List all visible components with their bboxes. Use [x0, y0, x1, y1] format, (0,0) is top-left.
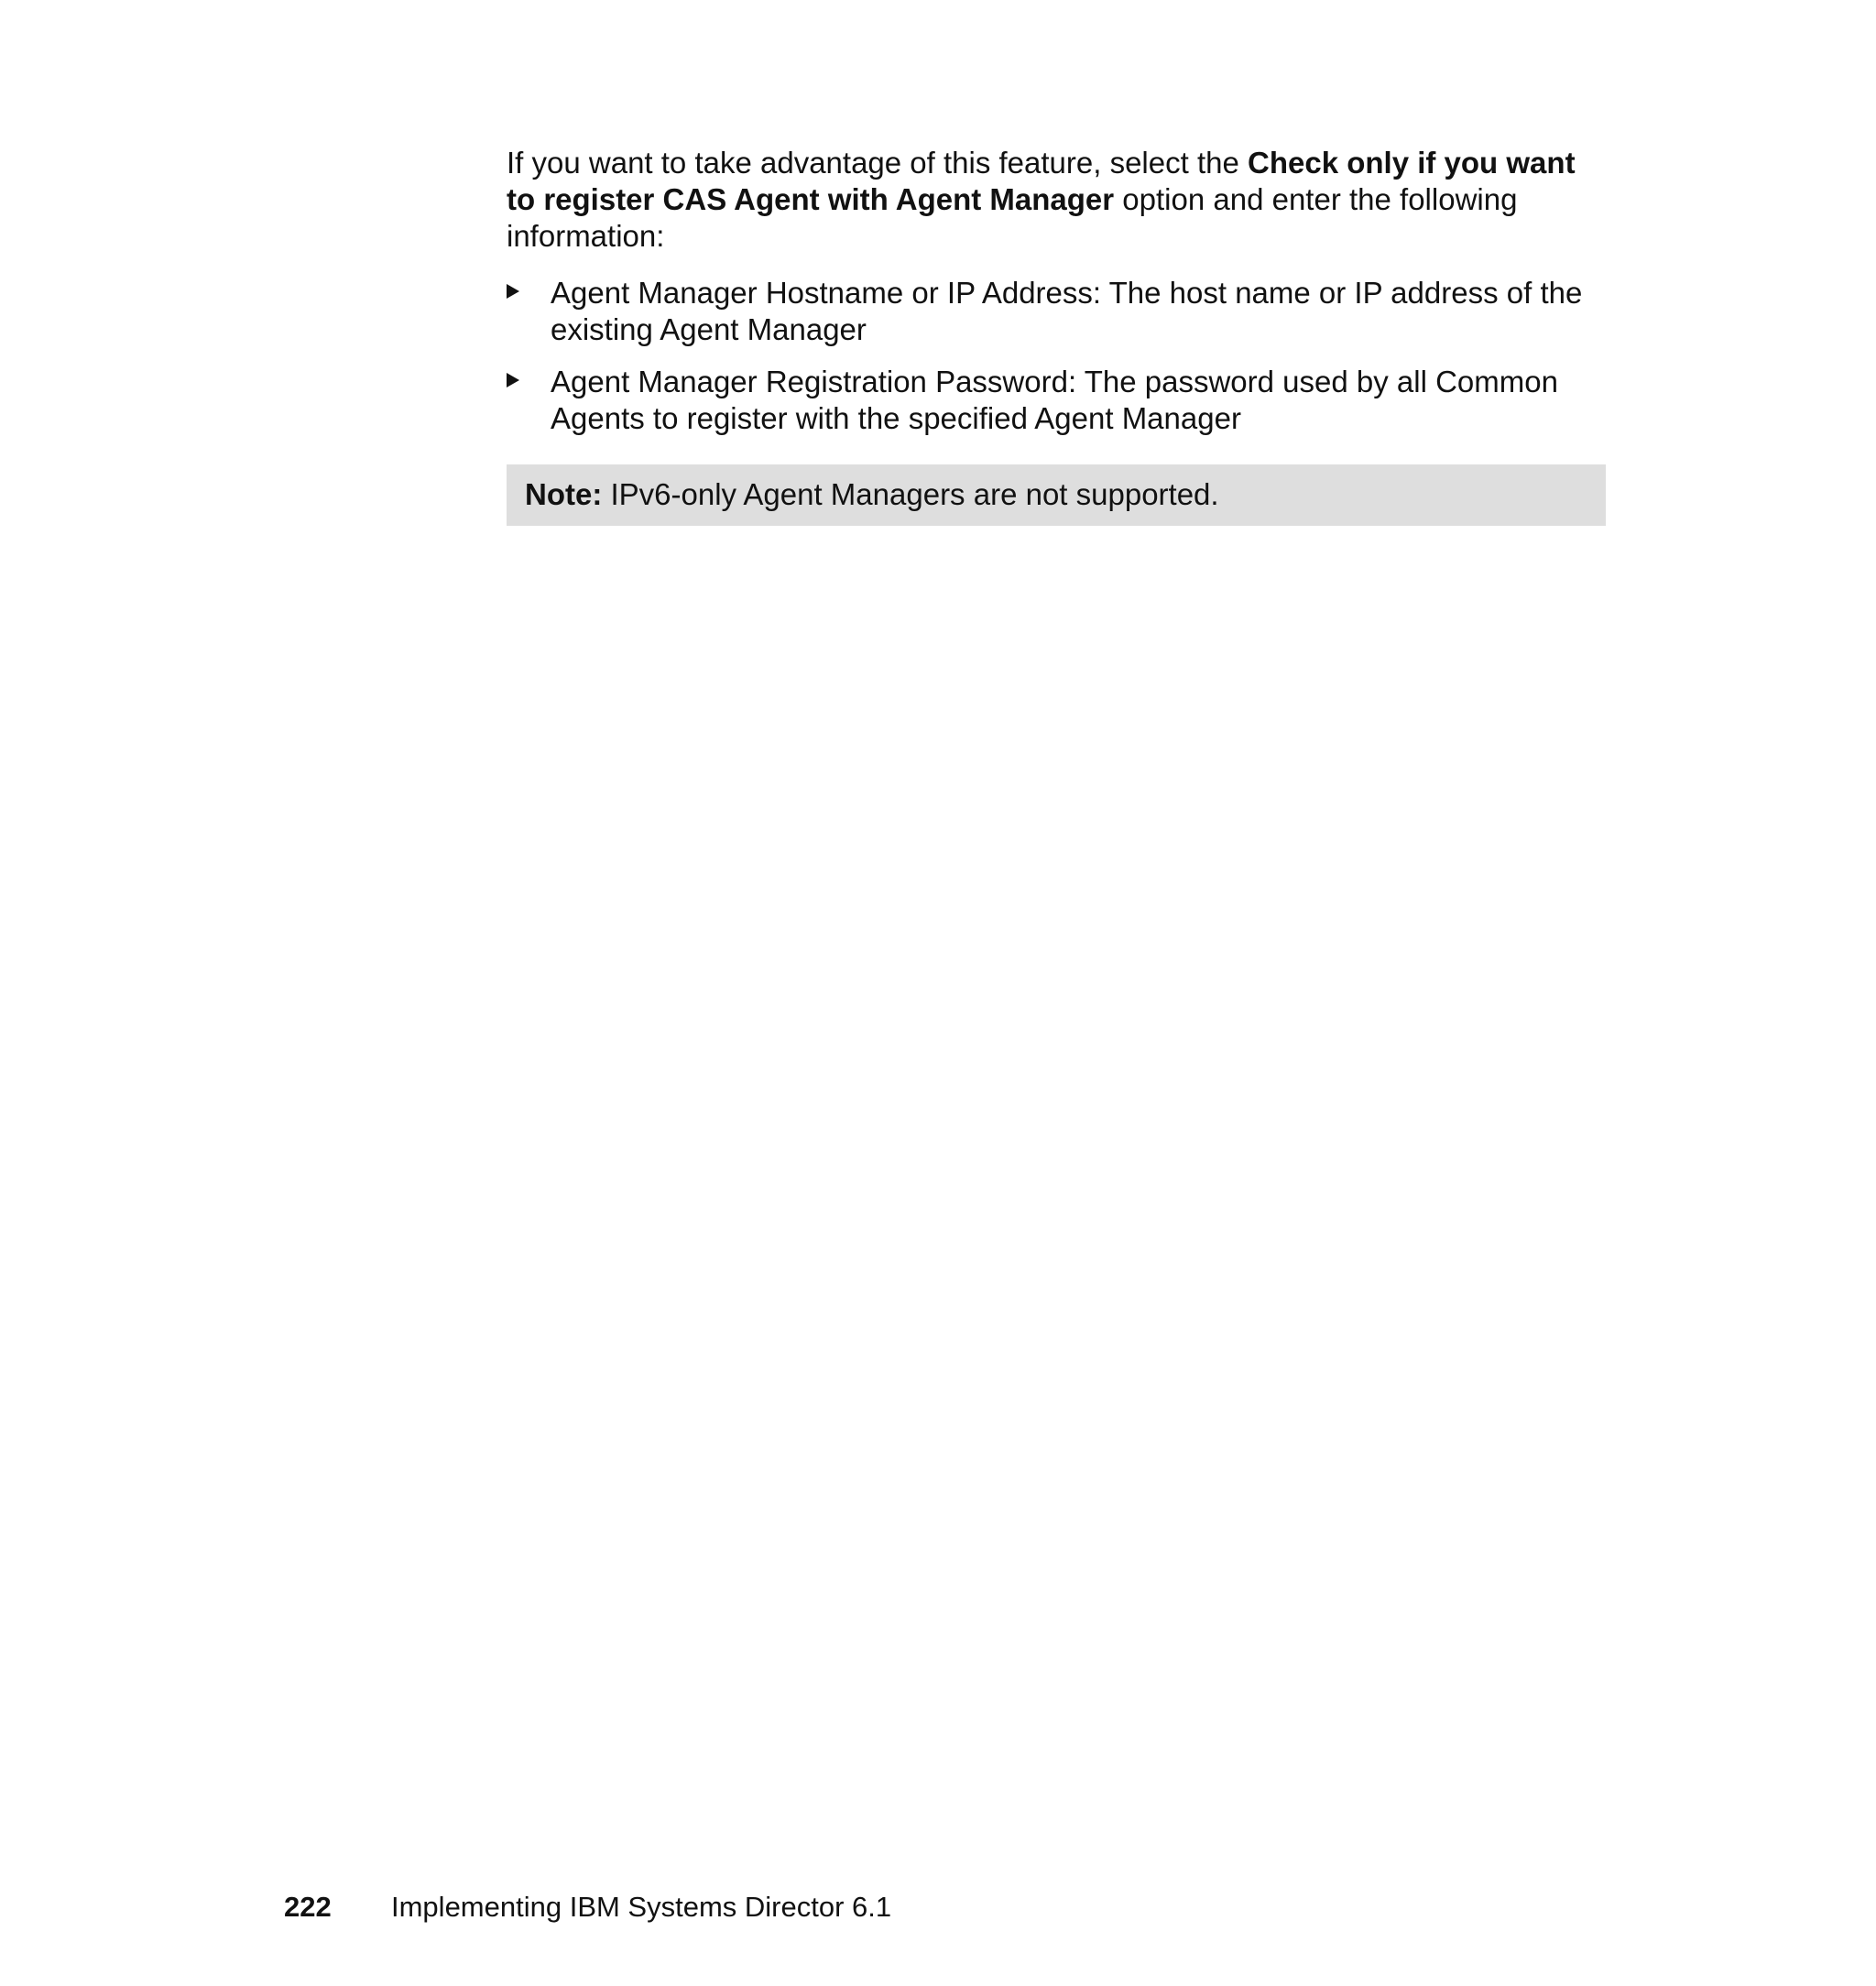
- book-title: Implementing IBM Systems Director 6.1: [391, 1891, 892, 1923]
- intro-text-before: If you want to take advantage of this feature, select the: [507, 146, 1248, 180]
- note-label: Note:: [525, 477, 603, 511]
- note-box: [507, 464, 1606, 526]
- list-item: [507, 275, 1606, 348]
- list-item-text: Agent Manager Registration Password: The password used by all Common Agents to register with the specified Agent Manager: [551, 365, 1558, 435]
- page-content: [507, 145, 1606, 526]
- list-item-text: Agent Manager Hostname or IP Address: The host name or IP address of the existing Agent Manager: [551, 276, 1583, 346]
- intro-paragraph: [507, 145, 1606, 255]
- page-number: 222: [284, 1891, 332, 1923]
- list-item: [507, 364, 1606, 437]
- note-text: IPv6-only Agent Managers are not supported.: [602, 477, 1219, 511]
- bullet-list: [507, 275, 1606, 437]
- triangle-right-icon: [507, 373, 519, 387]
- intro-text-after: option and enter the following information:: [507, 182, 1518, 253]
- intro-bold-option: Check only if you want to register CAS Agent with Agent Manager: [507, 146, 1576, 216]
- triangle-right-icon: [507, 284, 519, 299]
- page-footer: [284, 1889, 891, 1926]
